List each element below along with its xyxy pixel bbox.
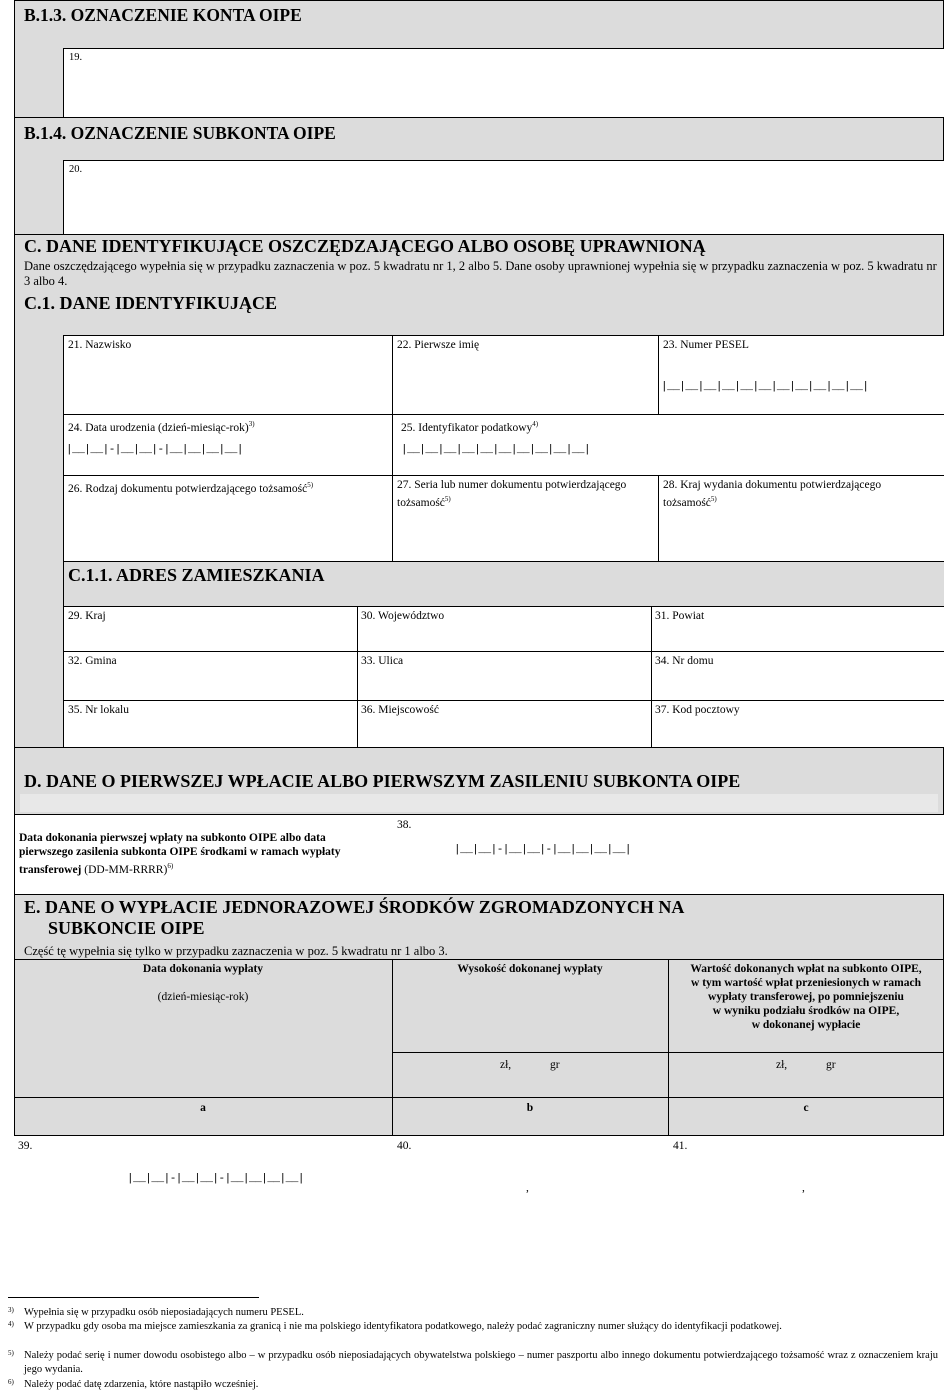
col-b-title: Wysokość dokonanej wypłaty: [457, 963, 603, 975]
col-c-header: [668, 959, 944, 1053]
field-39-label: 39.: [18, 1140, 33, 1152]
field-34-label: 34. Nr domu: [655, 655, 714, 667]
field-28-label: 28. Kraj wydania dokumentu potwierdzającego tożsamość$^{5)}$: [663, 479, 882, 509]
col-a-title: Data dokonania wypłaty: [142, 963, 264, 975]
field-23-label: 23. Numer PESEL: [663, 339, 749, 351]
street-field[interactable]: [357, 651, 652, 701]
col-b-gr: gr: [550, 1059, 560, 1071]
section-e-title-1: E. DANE O WYPŁACIE JEDNORAZOWEJ ŚRODKÓW ZGROMADZONYCH NA: [24, 897, 685, 917]
section-e-title-2: SUBKONCIE OIPE: [48, 918, 205, 938]
footnote-ref-5: 5): [710, 495, 717, 503]
footnote-ref-6: 6): [167, 862, 174, 870]
col-c-title-5: w dokonanej wypłacie: [751, 1019, 861, 1031]
tax-id-field[interactable]: [392, 414, 944, 476]
field-22-label: 22. Pierwsze imię: [397, 339, 480, 351]
payout-amount-field[interactable]: [392, 1135, 669, 1280]
payout-date-digit-boxes: |__|__|-|__|__|-|__|__|__|__|: [127, 1173, 304, 1185]
subaccount-number-field[interactable]: [63, 160, 944, 235]
field-38-label: 38.: [397, 819, 412, 831]
col-c-title-1: Wartość dokonanych wpłat na subkonto OIPE,: [690, 963, 922, 975]
col-c-title-2: w tym wartość wpłat przeniesionych w ramach: [691, 977, 921, 989]
municipality-field[interactable]: [63, 651, 358, 701]
section-c11-title: C.1.1. ADRES ZAMIESZKANIA: [68, 565, 325, 585]
col-b-letter: b: [392, 1097, 669, 1136]
birth-date-digit-boxes: |__|__|-|__|__|-|__|__|__|__|: [66, 444, 243, 456]
field-24-label: 24. Data urodzenia (dzień-miesiąc-rok)$^{3)}$: [68, 420, 255, 434]
footnote-5: 5) Należy podać serię i numer dowodu osobistego albo – w przypadku osób nieposiadających obywatelstwa polskiego – numer paszportu albo innego dokumentu potwierdzającego tożsamość wraz z oznaczeniem kraju jego wydania.: [8, 1349, 938, 1375]
footnote-ref-3: 3): [248, 420, 255, 428]
country-field[interactable]: [63, 606, 358, 652]
footnote-ref-4: 4): [532, 420, 539, 428]
field-37-label: 37. Kod pocztowy: [655, 704, 740, 716]
field-35-label: 35. Nr lokalu: [68, 704, 130, 716]
pesel-digit-boxes: |__|__|__|__|__|__|__|__|__|__|__|: [661, 381, 869, 393]
first-name-field[interactable]: [392, 335, 659, 415]
footnote-3: 3) Wypełnia się w przypadku osób nieposiadających numeru PESEL.: [8, 1306, 304, 1318]
field-30-label: 30. Województwo: [361, 610, 445, 622]
pesel-field[interactable]: [658, 335, 944, 415]
field-26-label: 26. Rodzaj dokumentu potwierdzającego tożsamość$^{5)}$: [68, 481, 314, 495]
section-b13-title: B.1.3. OZNACZENIE KONTA OIPE: [24, 5, 302, 25]
section-c1-title: C.1. DANE IDENTYFIKUJĄCE: [24, 293, 278, 313]
field-40-label: 40.: [397, 1140, 412, 1152]
surname-field[interactable]: [63, 335, 393, 415]
document-type-field[interactable]: [63, 475, 393, 562]
col-b-zl: zł,: [500, 1059, 512, 1071]
payout-amount-comma: ,: [526, 1182, 529, 1194]
section-b14-title: B.1.4. OZNACZENIE SUBKONTA OIPE: [24, 123, 336, 143]
voivodeship-field[interactable]: [357, 606, 652, 652]
field-27-label: 27. Seria lub numer dokumentu potwierdzającego tożsamość$^{5)}$: [397, 479, 627, 509]
field-33-label: 33. Ulica: [361, 655, 404, 667]
first-payment-date-field[interactable]: [392, 814, 944, 895]
footnote-4: 4) W przypadku gdy osoba ma miejsce zamieszkania za granicą i nie ma polskiego identyfikatora podatkowego, należy podać zagraniczny numer służący do identyfikacji podatkowej.: [8, 1320, 782, 1332]
col-c-title-3: wypłaty transferowej, po pomniejszeniu: [708, 991, 904, 1003]
footnote-ref-5: 5): [307, 481, 314, 489]
col-a-subtitle: (dzień-miesiąc-rok): [157, 991, 249, 1003]
col-c-letter: c: [668, 1097, 944, 1136]
field-29-label: 29. Kraj: [68, 610, 106, 622]
col-a-letter: a: [14, 1097, 393, 1136]
footnote-6: 6) Należy podać datę zdarzenia, które nastąpiło wcześniej.: [8, 1378, 259, 1390]
section-d-title: D. DANE O PIERWSZEJ WPŁACIE ALBO PIERWSZYM ZASILENIU SUBKONTA OIPE: [24, 771, 741, 791]
section-d-spacer: [20, 794, 938, 812]
col-a-header: [14, 959, 393, 1098]
field-21-label: 21. Nazwisko: [68, 339, 132, 351]
city-field[interactable]: [357, 700, 652, 748]
field-36-label: 36. Miejscowość: [361, 704, 439, 716]
field-19-label: 19.: [69, 52, 83, 63]
col-c-title-4: w wyniku podziału środków na OIPE,: [712, 1005, 900, 1017]
field-32-label: 32. Gmina: [68, 655, 117, 667]
first-payment-date-digit-boxes: |__|__|-|__|__|-|__|__|__|__|: [454, 844, 631, 856]
section-c-title: C. DANE IDENTYFIKUJĄCE OSZCZĘDZAJĄCEGO ALBO OSOBĘ UPRAWNIONĄ: [24, 236, 706, 256]
contributions-value-field[interactable]: [668, 1135, 944, 1280]
field-31-label: 31. Powiat: [655, 610, 705, 622]
house-number-field[interactable]: [651, 651, 944, 701]
col-c-currency: [668, 1052, 944, 1098]
birth-date-field[interactable]: [63, 414, 393, 476]
col-c-zl: zł,: [776, 1059, 788, 1071]
account-number-field[interactable]: [63, 48, 944, 118]
payout-date-field[interactable]: [14, 1135, 393, 1280]
col-b-currency: [392, 1052, 669, 1098]
col-c-gr: gr: [826, 1059, 836, 1071]
tax-id-digit-boxes: |__|__|__|__|__|__|__|__|__|__|: [401, 444, 591, 456]
footnote-ref-5: 5): [444, 495, 451, 503]
document-country-field[interactable]: [658, 475, 944, 562]
apartment-number-field[interactable]: [63, 700, 358, 748]
county-field[interactable]: [651, 606, 944, 652]
section-e-note: Część tę wypełnia się tylko w przypadku zaznaczenia w poz. 5 kwadratu nr 1 albo 3.: [24, 944, 448, 958]
field-20-label: 20.: [69, 164, 83, 175]
field-41-label: 41.: [673, 1140, 688, 1152]
postal-code-field[interactable]: [651, 700, 944, 748]
document-number-field[interactable]: [392, 475, 659, 562]
col-b-header: [392, 959, 669, 1053]
field-25-label: 25. Identyfikator podatkowy$^{4)}$: [401, 420, 539, 434]
section-d-label-cell: [14, 814, 393, 895]
contributions-value-comma: ,: [802, 1182, 805, 1194]
section-c-note: Dane oszczędzającego wypełnia się w przypadku zaznaczenia w poz. 5 kwadratu nr 1, 2 albo 5. Dane osoby uprawnionej wypełnia się w przypadku zaznaczenia w poz. 5 kwadratu nr 3 albo 4.: [24, 259, 937, 288]
first-payment-date-label: Data dokonania pierwszej wpłaty na subkonto OIPE albo data pierwszego zasilenia subkonta OIPE środkami w ramach wypłaty transferowej (DD-MM-RRRR)$^{6)}$: [19, 832, 341, 876]
footnote-separator: [8, 1297, 259, 1298]
